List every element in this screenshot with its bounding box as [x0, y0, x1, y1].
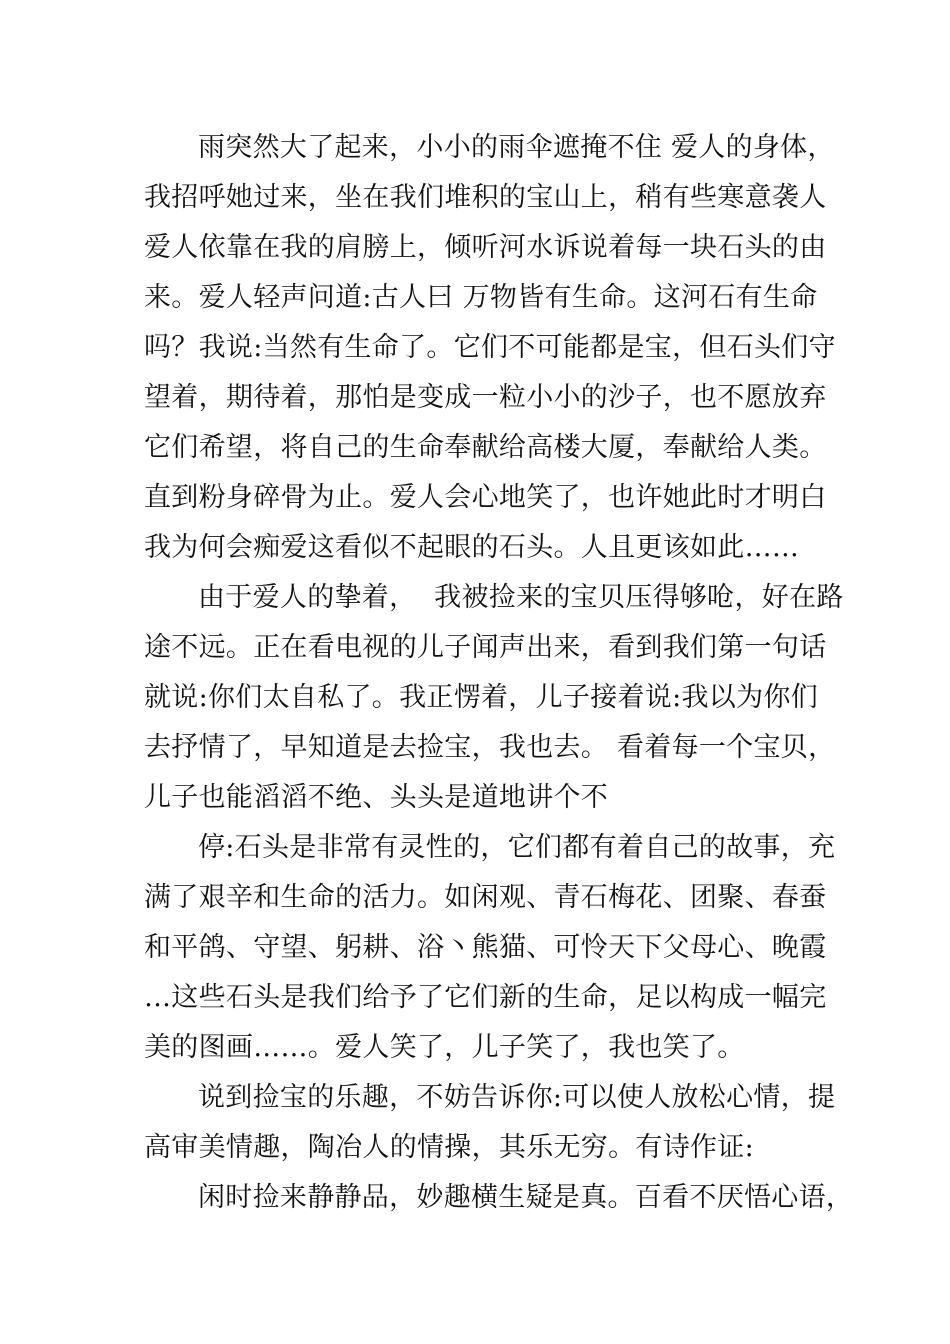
text-line: 停:石头是非常有灵性的，它们都有着自己的故事，充	[198, 832, 836, 863]
text-line: 儿子也能滔滔不绝、头头是道地讲个不	[144, 782, 609, 813]
text-line: 望着，期待着，那怕是变成一粒小小的沙子，也不愿放弃	[144, 382, 827, 413]
text-line: 说到捡宝的乐趣，不妨告诉你:可以使人放松心情，提	[198, 1082, 836, 1113]
text-line: 闲时捡来静静品，妙趣横生疑是真。百看不厌悟心语，	[198, 1182, 854, 1213]
text-line: 直到粉身碎骨为止。爱人会心地笑了，也许她此时才明白	[144, 482, 827, 513]
text-line: 满了艰辛和生命的活力。如闲观、青石梅花、团聚、春蚕	[144, 882, 827, 913]
text-line: 来。爱人轻声问道:古人曰 万物皆有生命。这河石有生命	[144, 282, 818, 313]
text-line: 爱人依靠在我的肩膀上，倾听河水诉说着每一块石头的由	[144, 232, 827, 263]
text-line: 吗？我说:当然有生命了。它们不可能都是宝，但石头们守	[144, 332, 836, 363]
text-line: 去抒情了，早知道是去捡宝，我也去。 看着每一个宝贝，	[144, 732, 836, 763]
text-line: 雨突然大了起来，小小的雨伞遮掩不住 爱人的身体，	[198, 132, 835, 163]
text-line: …这些石头是我们给予了它们新的生命，足以构成一幅完	[144, 982, 827, 1013]
text-line: 就说:你们太自私了。我正愣着，儿子接着说:我以为你们	[144, 682, 818, 713]
text-line: 高审美情趣，陶冶人的情操，其乐无穷。有诗作证:	[144, 1132, 754, 1163]
text-line: 它们希望，将自己的生命奉献给高楼大厦，奉献给人类。	[144, 432, 827, 463]
text-line: 美的图画……。爱人笑了，儿子笑了，我也笑了。	[144, 1032, 745, 1063]
text-line: 途不远。正在看电视的儿子闻声出来，看到我们第一句话	[144, 632, 827, 663]
text-line: 我招呼她过来，坐在我们堆积的宝山上，稍有些寒意袭人	[144, 182, 827, 213]
text-line: 和平鸽、守望、躬耕、浴丶熊猫、可怜天下父母心、晚霞	[144, 932, 827, 963]
text-line: 我为何会痴爱这看似不起眼的石头。人且更该如此……	[144, 532, 800, 563]
text-line: 由于爱人的挚着， 我被捡来的宝贝压得够呛，好在路	[198, 582, 844, 613]
